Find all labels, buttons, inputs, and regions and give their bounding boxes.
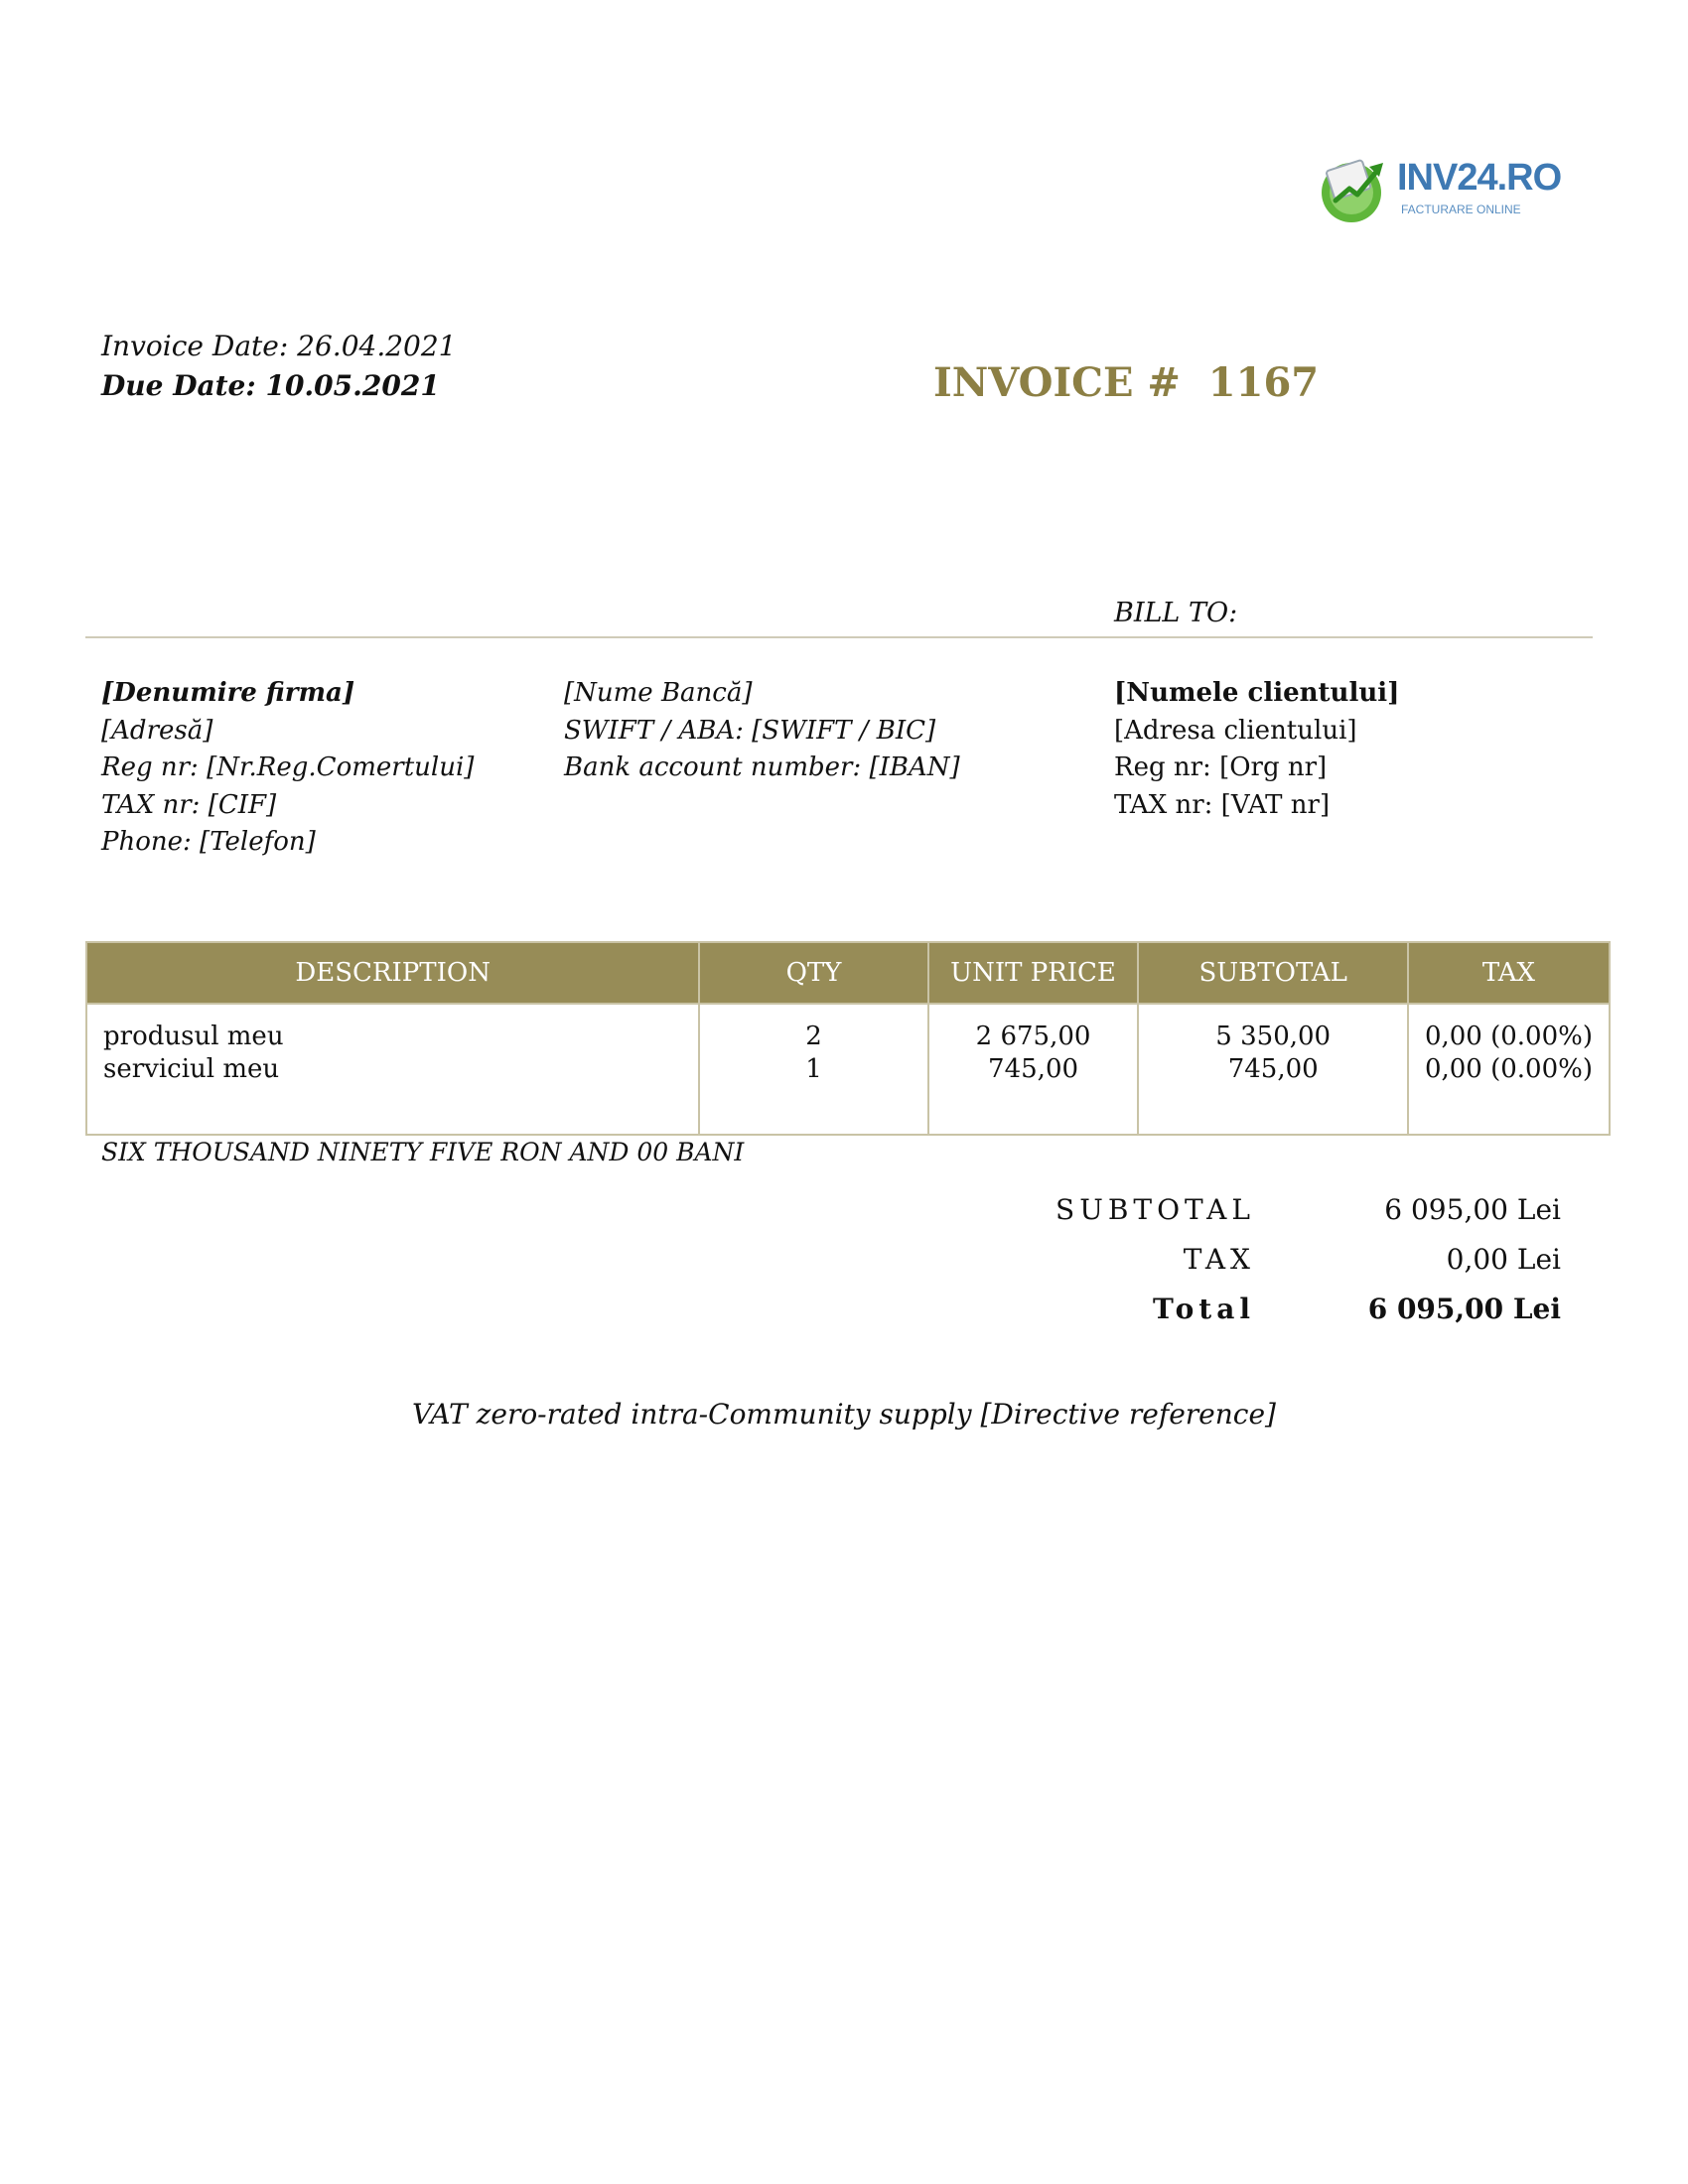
subtotal-value: 6 095,00 Lei [1384,1193,1561,1226]
client-name: [Numele clientului] [1114,678,1400,708]
item-subtotal: 745,00 [1227,1054,1319,1084]
invoice-title: INVOICE # 1167 [933,359,1320,406]
invoice-date: Invoice Date: 26.04.2021 [101,330,457,362]
item-unit-price: 745,00 [988,1054,1079,1084]
table-row [86,1004,1610,1135]
header-description: DESCRIPTION [86,942,699,1004]
seller-tax: TAX nr: [CIF] [101,789,277,820]
amount-in-words: SIX THOUSAND NINETY FIVE RON AND 00 BANI [101,1138,745,1166]
header-unit-price: UNIT PRICE [928,942,1139,1004]
item-description: produsul meu [103,1022,284,1051]
seller-address: [Adresă] [101,715,213,746]
table-header-row [86,942,1610,1004]
item-tax: 0,00 (0.00%) [1424,1054,1593,1084]
bill-to-label: BILL TO: [1114,598,1238,628]
bank-swift: SWIFT / ABA: [SWIFT / BIC] [564,715,936,746]
client-reg: Reg nr: [Org nr] [1114,752,1328,782]
item-unit-price: 2 675,00 [975,1022,1091,1051]
client-info [1114,675,1399,824]
bank-name: [Nume Bancă] [564,678,753,708]
header-divider [85,636,1593,638]
due-date: Due Date: 10.05.2021 [101,369,440,402]
seller-phone: Phone: [Telefon] [101,827,316,857]
seller-info [101,675,474,862]
vat-note: VAT zero-rated intra-Community supply [Directive reference] [412,1398,1276,1431]
bank-info [564,675,960,787]
item-description: serviciul meu [103,1054,280,1084]
company-logo [1316,149,1562,228]
seller-reg: Reg nr: [Nr.Reg.Comertului] [101,752,475,782]
total-label: Total [1152,1293,1255,1325]
logo-icon [1316,151,1393,228]
logo-title: INV24.RO [1397,157,1562,199]
tax-value: 0,00 Lei [1446,1243,1561,1276]
logo-subtitle: FACTURARE ONLINE [1401,203,1521,216]
item-qty: 1 [805,1054,822,1084]
unit-price-cell [928,1004,1139,1135]
item-tax: 0,00 (0.00%) [1424,1022,1593,1051]
tax-cell [1408,1004,1610,1135]
header-tax: TAX [1408,942,1610,1004]
client-address: [Adresa clientului] [1114,715,1357,746]
qty-cell [699,1004,927,1135]
bank-account: Bank account number: [IBAN] [564,752,960,782]
subtotal-cell [1138,1004,1408,1135]
total-value: 6 095,00 Lei [1367,1293,1561,1325]
description-cell [86,1004,699,1135]
seller-name: [Denumire firma] [101,678,355,708]
item-qty: 2 [805,1022,822,1051]
header-qty: QTY [699,942,927,1004]
items-table [85,941,1611,1136]
client-tax: TAX nr: [VAT nr] [1114,789,1331,820]
item-subtotal: 5 350,00 [1215,1022,1332,1051]
subtotal-label: SUBTOTAL [1055,1193,1255,1226]
tax-label: TAX [1183,1243,1255,1276]
header-subtotal: SUBTOTAL [1138,942,1408,1004]
